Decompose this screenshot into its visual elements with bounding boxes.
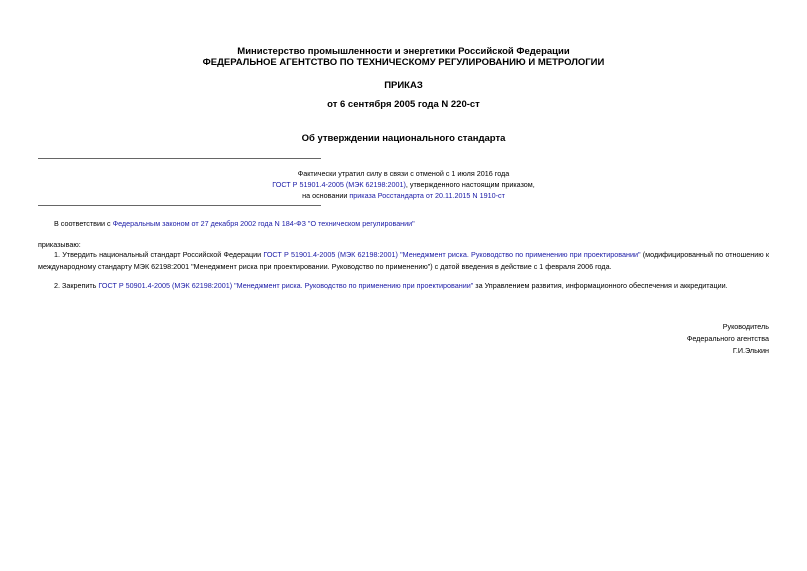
item-1-prefix: 1. Утвердить национальный стандарт Российской Федерации [54,250,264,259]
item-1-gost-link[interactable]: ГОСТ Р 51901.4-2005 (МЭК 62198:2001) "Менеджмент риска. Руководство по применению при проектировании" [263,250,641,259]
signature-name: Г.И.Элькин [732,346,769,355]
item-2-rest: за Управлением развития, информационного обеспечения и аккредитации. [473,281,728,290]
item-1 [38,249,769,272]
notice-line-1: Фактически утратил силу в связи с отменой с 1 июля 2016 года [297,169,510,178]
preamble [54,218,774,230]
agency-title: ФЕДЕРАЛЬНОЕ АГЕНТСТВО ПО ТЕХНИЧЕСКОМУ РЕГУЛИРОВАНИЮ И МЕТРОЛОГИИ [202,57,605,68]
notice-line-3 [0,191,807,201]
rosstandart-order-link[interactable]: приказа Росстандарта от 20.11.2015 N 1910-ст [349,191,505,200]
item-1-rest: (модифицированный по отношению к международному стандарту МЭК 62198:2001 "Менеджмент риска при проектировании. Руководство по применению") с датой введения в действие с 1 февраля 2006 года. [38,250,769,271]
doc-type: ПРИКАЗ [384,80,423,91]
bottom-rule [38,205,321,206]
item-2-prefix: 2. Закрепить [54,281,99,290]
top-rule [38,158,321,159]
signature-title-1: Руководитель [722,322,769,331]
preamble-prefix: В соответствии с [54,219,113,228]
gost-link[interactable]: ГОСТ Р 51901.4-2005 (МЭК 62198:2001) [272,180,406,189]
signature-title-2: Федерального агентства [686,334,769,343]
notice-line-3-prefix: на основании [302,191,350,200]
item-2 [54,280,774,292]
signature-block [687,321,769,357]
item-2-gost-link[interactable]: ГОСТ Р 50901.4-2005 (МЭК 62198:2001) "Менеджмент риска. Руководство по применению при проектировании" [98,281,474,290]
federal-law-link[interactable]: Федеральным законом от 27 декабря 2002 года N 184-ФЗ "О техническом регулировании" [112,219,415,228]
notice-line-2 [0,180,807,190]
order-word: приказываю: [38,240,81,249]
notice-line-2-rest: , утвержденного настоящим приказом, [405,180,535,189]
doc-date-number: от 6 сентября 2005 года N 220-ст [327,99,480,110]
ministry-title: Министерство промышленности и энергетики Российской Федерации [237,46,570,57]
doc-subject: Об утверждении национального стандарта [301,133,506,144]
